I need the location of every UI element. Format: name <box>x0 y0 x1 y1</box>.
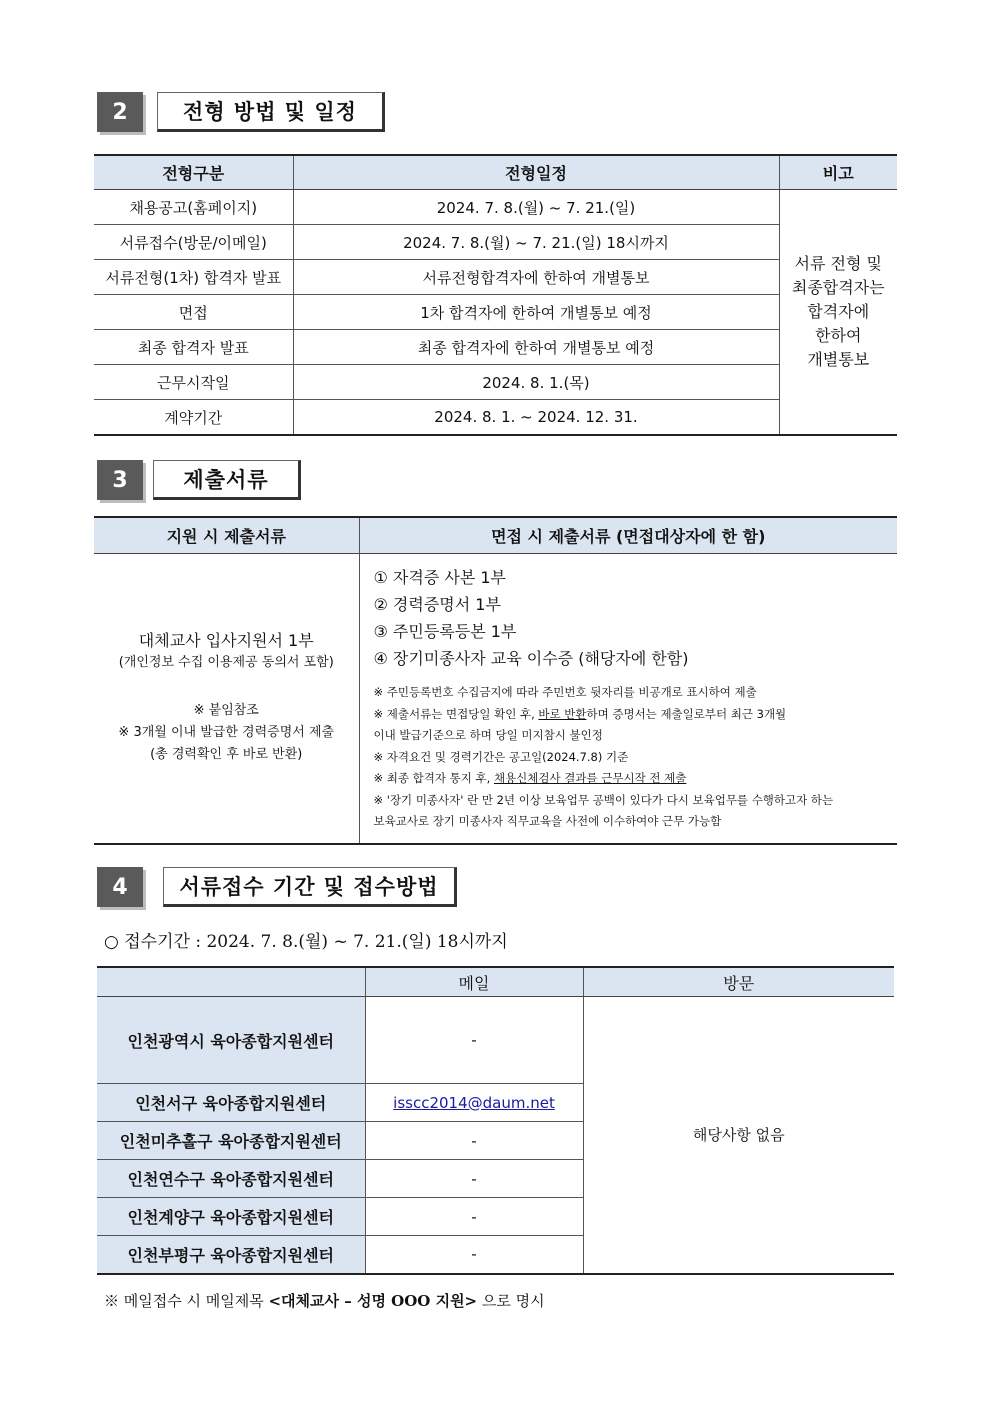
org-cell: 인천미추홀구 육아종합지원센터 <box>97 1122 365 1160</box>
note-2-cont: 이내 발급기준으로 하며 당일 미지참시 불인정 <box>373 728 603 742</box>
apply-doc-cert: ※ 3개월 이내 발급한 경력증명서 제출 <box>118 725 335 741</box>
schedule-cell: 최종 합격자에 한하여 개별통보 예정 <box>293 330 779 365</box>
mail-cell: - <box>365 1160 583 1198</box>
mail-subject-footnote <box>104 1290 545 1311</box>
category-cell: 채용공고(홈페이지) <box>94 190 293 225</box>
note-4-underline: 채용신체검사 결과를 근무시작 전 제출 <box>493 771 687 785</box>
intake-period: ○ 접수기간 : 2024. 7. 8.(월) ~ 7. 21.(일) 18시까지 <box>104 932 508 952</box>
schedule-cell: 2024. 7. 8.(월) ~ 7. 21.(일) <box>293 190 779 225</box>
table-row <box>94 260 897 295</box>
section-2-title: 전형 방법 및 일정 <box>157 92 385 132</box>
category-cell: 계약기간 <box>164 408 223 427</box>
interview-docs-cell <box>359 554 897 844</box>
table-row <box>94 190 897 225</box>
apply-doc-ref: ※ 붙임참조 <box>193 703 259 719</box>
interview-doc-item: ① 자격증 사본 1부 <box>373 568 507 587</box>
apply-docs-cell <box>94 554 359 844</box>
table-row <box>94 400 897 436</box>
org-cell: 인천광역시 육아종합지원센터 <box>97 997 365 1084</box>
table-row <box>94 225 897 260</box>
remark-cell <box>779 190 897 436</box>
submission-table <box>97 966 894 1275</box>
note-5: ※ '장기 미종사자' 란 만 2년 이상 보육업무 공백이 있다가 다시 보육업무를 수행하고자 하는 <box>373 792 834 807</box>
apply-doc-sub: (개인정보 수집 이용제공 동의서 포함) <box>118 655 334 671</box>
category-cell: 근무시작일 <box>94 365 293 400</box>
column-header: 전형구분 <box>94 155 293 190</box>
note-1: ※ 주민등록번호 수집금지에 따라 주민번호 뒷자리를 비공개로 표시하여 제출 <box>373 685 757 699</box>
mail-cell: - <box>365 1198 583 1236</box>
visit-cell: 해당사항 없음 <box>583 997 894 1274</box>
org-cell: 인천연수구 육아종합지원센터 <box>97 1160 365 1198</box>
note-2-underline: 바로 반환 <box>538 706 587 721</box>
mail-cell: - <box>365 1122 583 1160</box>
remark-line: 합격자에 <box>807 302 870 321</box>
category-cell: 서류전형(1차) 합격자 발표 <box>94 260 293 295</box>
schedule-cell: 2024. 8. 1.(목) <box>293 365 779 400</box>
column-header <box>97 967 365 997</box>
note-4 <box>374 768 898 790</box>
table-header-row <box>97 967 894 997</box>
schedule-cell: 서류전형합격자에 한하여 개별통보 <box>293 260 779 295</box>
category-cell: 서류접수(방문/이메일) <box>94 225 293 260</box>
note-2-text: ※ 제출서류는 면접당일 확인 후, <box>373 706 535 721</box>
column-header: 비고 <box>779 155 897 190</box>
table-row <box>94 365 897 400</box>
schedule-table <box>94 154 897 436</box>
schedule-cell: 1차 합격자에 한하여 개별통보 예정 <box>293 295 779 330</box>
section-3-header <box>97 460 301 500</box>
documents-table <box>94 516 897 845</box>
interview-doc-item: ④ 장기미종사자 교육 이수증 (해당자에 한함) <box>373 649 689 668</box>
category-cell: 면접 <box>94 295 293 330</box>
section-3-number: 3 <box>97 460 143 500</box>
schedule-cell: 2024. 8. 1. ~ 2024. 12. 31. <box>293 400 779 436</box>
apply-doc-main: 대체교사 입사지원서 1부 <box>138 631 314 651</box>
column-header: 전형일정 <box>293 155 779 190</box>
table-header-row <box>94 155 897 190</box>
remark-line: 최종합격자는 <box>791 278 885 297</box>
remark-line: 개별통보 <box>807 350 870 369</box>
column-header: 지원 시 제출서류 <box>94 517 359 554</box>
table-header-row <box>94 517 897 554</box>
note-5-cont: 보육교사로 장기 미종사자 직무교육을 사전에 이수하여야 근무 가능함 <box>373 814 722 828</box>
footnote-subject-format: <대체교사 – 성명 OOO 지원> <box>268 1292 478 1310</box>
note-2 <box>374 704 898 726</box>
section-4-number: 4 <box>97 867 143 907</box>
interview-doc-item: ③ 주민등록등본 1부 <box>373 622 517 641</box>
table-row <box>94 330 897 365</box>
org-cell: 인천계양구 육아종합지원센터 <box>97 1198 365 1236</box>
table-row <box>97 997 894 1084</box>
interview-doc-item: ② 경력증명서 1부 <box>373 595 501 614</box>
section-3-title: 제출서류 <box>153 460 301 500</box>
column-header: 메일 <box>365 967 583 997</box>
column-header: 방문 <box>583 967 894 997</box>
section-2-number: 2 <box>97 92 143 132</box>
footnote-text: ※ 메일접수 시 메일제목 <box>104 1292 269 1310</box>
section-4-header <box>97 867 457 907</box>
section-2-header <box>97 92 385 132</box>
org-cell: 인천서구 육아종합지원센터 <box>97 1084 365 1122</box>
mail-cell: - <box>365 1236 583 1274</box>
footnote-text-end: 으로 명시 <box>477 1292 545 1310</box>
mail-cell <box>365 1084 583 1122</box>
column-header: 면접 시 제출서류 (면접대상자에 한 함) <box>359 517 897 554</box>
apply-doc-cert-note: (총 경력확인 후 바로 반환) <box>150 747 303 763</box>
email-link[interactable]: isscc2014@daum.net <box>393 1093 555 1112</box>
org-cell: 인천부평구 육아종합지원센터 <box>97 1236 365 1274</box>
mail-cell: - <box>365 997 583 1084</box>
table-row <box>94 554 897 844</box>
remark-line: 서류 전형 및 <box>794 254 882 273</box>
note-2-text-b: 하며 증명서는 제출일로부터 최근 3개월 <box>586 706 787 721</box>
category-cell: 최종 합격자 발표 <box>94 330 293 365</box>
table-row <box>94 295 897 330</box>
schedule-cell: 2024. 7. 8.(월) ~ 7. 21.(일) 18시까지 <box>293 225 779 260</box>
remark-line: 한하여 <box>815 326 862 345</box>
section-4-title: 서류접수 기간 및 접수방법 <box>163 867 457 907</box>
note-4-text: ※ 최종 합격자 통지 후, <box>373 771 491 785</box>
note-3: ※ 자격요건 및 경력기간은 공고일(2024.7.8) 기준 <box>373 749 629 764</box>
